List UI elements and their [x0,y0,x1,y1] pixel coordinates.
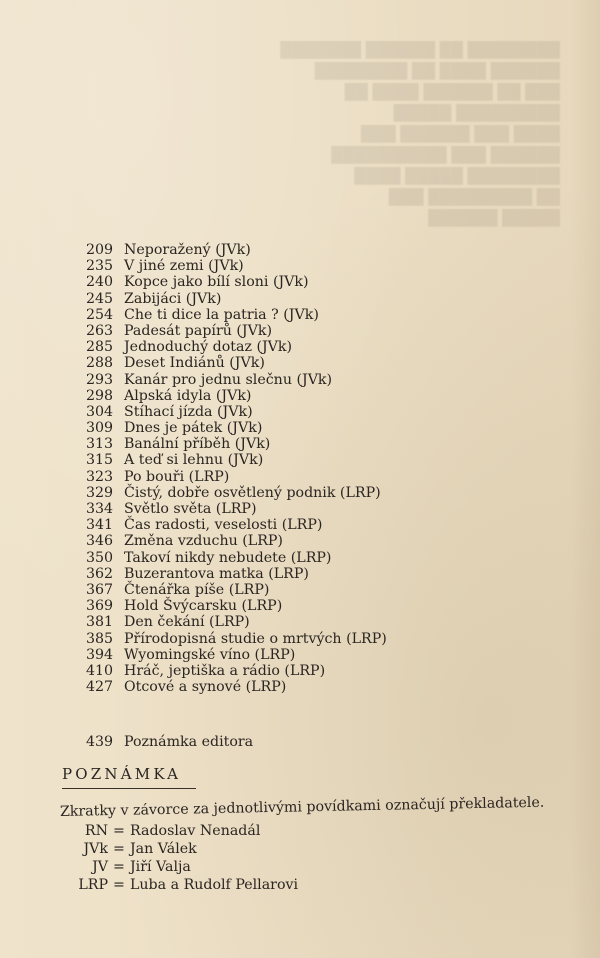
toc-entry [86,566,516,582]
toc-entry [86,517,516,533]
toc-page-number: 385 [86,630,114,647]
toc-page-number: 263 [86,322,114,339]
toc-page-number: 341 [86,517,114,534]
toc-entry [86,663,516,679]
toc-page-number: 346 [86,533,114,550]
toc-entry [86,598,516,614]
toc-entry-title: Po bouři (LRP) [124,468,230,485]
abbreviation-code: RN [84,823,108,839]
toc-entry [86,274,516,290]
toc-entry-title: Alpská idyla (JVk) [124,387,252,404]
abbreviation-name: Luba a Rudolf Pellarovi [130,877,299,893]
toc-page-number: 439 [86,734,114,750]
abbreviation-name: Jiří Valja [130,859,191,875]
toc-entry [86,307,516,323]
toc-entry-title: Stíhací jízda (JVk) [124,403,253,420]
toc-entry-title: Jednoduchý dotaz (JVk) [124,339,293,356]
toc-entry-title: Takoví nikdy nebudete (LRP) [124,549,332,566]
toc-page-number: 285 [86,339,114,356]
toc-entry [86,582,516,598]
toc-entry-title: A teď si lehnu (JVk) [124,452,264,469]
toc-page-number: 245 [86,290,114,307]
toc-entry-title: Poznámka editora [124,734,254,750]
toc-entry [86,631,516,647]
toc-entry [86,258,516,274]
toc-page-number: 293 [86,371,114,388]
toc-page-number: 367 [86,581,114,598]
toc-entry-title: Kopce jako bílí sloni (JVk) [124,274,309,291]
toc-entry [86,404,516,420]
toc-entry [86,323,516,339]
toc-entry [86,436,516,452]
table-of-contents [86,242,516,695]
page-edge-shading [570,0,600,958]
abbreviation-row [72,822,298,840]
toc-entry-title: Hold Švýcarsku (LRP) [124,598,283,615]
abbreviation-name: Jan Válek [130,841,197,857]
toc-entry-title: Buzerantova matka (LRP) [124,565,309,582]
toc-page-number: 329 [86,484,114,501]
toc-page-number: 309 [86,420,114,437]
abbreviation-eq: = [113,859,125,875]
abbreviation-row [72,876,298,894]
toc-entry [86,291,516,307]
note-heading: POZNÁMKA [62,765,182,783]
toc-page-number: 427 [86,679,114,696]
toc-page-number: 298 [86,387,114,404]
abbreviation-name: Radoslav Nenadál [130,823,261,839]
toc-entry [86,420,516,436]
toc-page-number: 410 [86,662,114,679]
toc-page-number: 240 [86,274,114,291]
toc-entry-title: Padesát papírů (JVk) [124,322,272,339]
toc-page-number: 254 [86,306,114,323]
toc-page-number: 369 [86,598,114,615]
abbreviation-code: JVk [83,841,108,857]
toc-entry [86,372,516,388]
toc-entry [86,614,516,630]
note-heading-underline [62,788,196,789]
abbreviation-eq: = [113,823,125,839]
abbreviation-list [72,822,298,894]
toc-page-number: 394 [86,646,114,663]
toc-entry [86,501,516,517]
toc-entry-title: V jiné zemi (JVk) [124,258,244,275]
toc-entry [86,452,516,468]
note-intro-text: Zkratky v závorce za jednotlivými povídkami označují překladatele. [59,794,545,820]
toc-entry [86,647,516,663]
toc-entry-title: Deset Indiánů (JVk) [124,355,265,372]
toc-entry-title: Zabijáci (JVk) [124,290,222,307]
toc-entry-title: Otcové a synové (LRP) [124,679,287,696]
toc-entry-title: Čas radosti, veselosti (LRP) [124,517,323,534]
show-through-bleed: ████████ ██ ██████ ███████ ██████ ████ ██ ████████ ███ ██ ██████ ████ ██ █████████ █████ ████ ███ ██████ ███ ██████ ███ ██████████ ████████ █████ ████ ██ █████████ ███ █████ ██████ [280,41,560,227]
abbreviation-row [72,840,298,858]
toc-page-number: 323 [86,468,114,485]
toc-entry [86,355,516,371]
abbreviation-eq: = [113,841,125,857]
toc-entry-title: Světlo světa (LRP) [124,501,257,517]
toc-entry-title: Dnes je pátek (JVk) [124,420,263,437]
toc-entry [86,550,516,566]
toc-entry-title: Den čekání (LRP) [124,614,250,631]
toc-page-number: 362 [86,565,114,582]
toc-page-number: 315 [86,452,114,469]
toc-page-number: 235 [86,258,114,275]
toc-entry [86,242,516,258]
toc-page-number: 334 [86,501,114,517]
abbreviation-eq: = [113,877,125,893]
editor-note-entry [86,734,253,750]
toc-entry [86,339,516,355]
toc-entry [86,469,516,485]
toc-page-number: 209 [86,242,114,258]
toc-entry [86,485,516,501]
abbreviation-row [72,858,298,876]
toc-entry [86,388,516,404]
toc-entry [86,533,516,549]
toc-entry-title: Banální příběh (JVk) [124,436,271,453]
toc-page-number: 288 [86,355,114,372]
abbreviation-code: JV [92,859,108,875]
toc-entry-title: Kanár pro jednu slečnu (JVk) [124,371,333,388]
toc-entry [86,679,516,695]
toc-entry-title: Wyomingské víno (LRP) [124,646,296,663]
toc-page-number: 381 [86,614,114,631]
toc-entry-title: Čistý, dobře osvětlený podnik (LRP) [124,484,381,501]
toc-page-number: 304 [86,403,114,420]
toc-page-number: 313 [86,436,114,453]
abbreviation-code: LRP [78,877,108,893]
toc-entry-title: Che ti dice la patria ? (JVk) [124,306,319,323]
toc-entry-title: Neporažený (JVk) [124,242,251,258]
toc-page-number: 350 [86,549,114,566]
toc-entry-title: Čtenářka píše (LRP) [124,581,270,598]
toc-entry-title: Přírodopisná studie o mrtvých (LRP) [124,630,387,647]
toc-entry-title: Hráč, jeptiška a rádio (LRP) [124,662,326,679]
toc-entry-title: Změna vzduchu (LRP) [124,533,283,550]
